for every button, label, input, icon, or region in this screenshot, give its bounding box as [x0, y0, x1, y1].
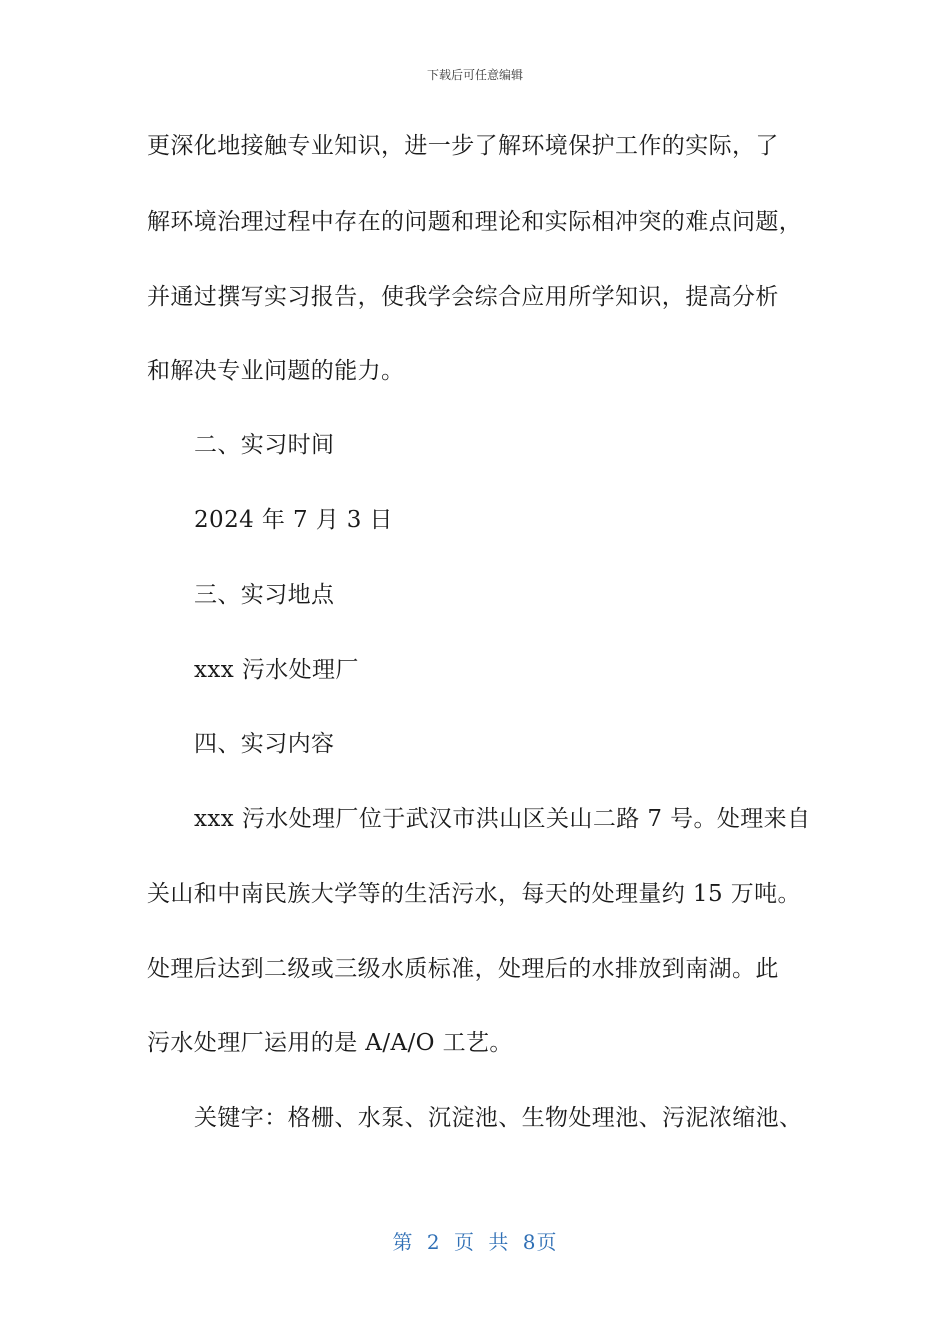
paragraph-line: xxx 污水处理厂位于武汉市洪山区关山二路 7 号。处理来自 [194, 806, 811, 832]
header-note: 下载后可任意编辑 [426, 68, 523, 82]
current-page-number: 2 [426, 1230, 441, 1254]
paragraph-line: 解环境治理过程中存在的问题和理论和实际相冲突的难点问题， [147, 209, 803, 235]
paragraph-line: 处理后达到二级或三级水质标准，处理后的水排放到南湖。此 [147, 956, 779, 982]
paragraph-line: 污水处理厂运用的是 A/A/O 工艺。 [147, 1030, 513, 1056]
paragraph-line: 关山和中南民族大学等的生活污水，每天的处理量约 15 万吨。 [147, 881, 801, 907]
section-heading-content: 四、实习内容 [194, 731, 335, 757]
page-word: 页 [454, 1230, 475, 1254]
paragraph-line: 更深化地接触专业知识，进一步了解环境保护工作的实际，了 [147, 133, 779, 159]
total-word: 共 [488, 1230, 510, 1254]
section-heading-time: 二、实习时间 [194, 432, 335, 458]
paragraph-line: 并通过撰写实习报告，使我学会综合应用所学知识，提高分析 [147, 284, 779, 310]
page-prefix: 第 [392, 1230, 414, 1254]
keywords-line: 关键字：格栅、水泵、沉淀池、生物处理池、污泥浓缩池、 [194, 1105, 803, 1131]
page-number-footer [0, 1226, 950, 1255]
internship-date: 2024 年 7 月 3 日 [194, 507, 393, 533]
internship-location: xxx 污水处理厂 [194, 657, 359, 683]
paragraph-line: 和解决专业问题的能力。 [147, 358, 405, 384]
total-pages: 8页 [522, 1230, 558, 1254]
section-heading-location: 三、实习地点 [194, 582, 335, 608]
